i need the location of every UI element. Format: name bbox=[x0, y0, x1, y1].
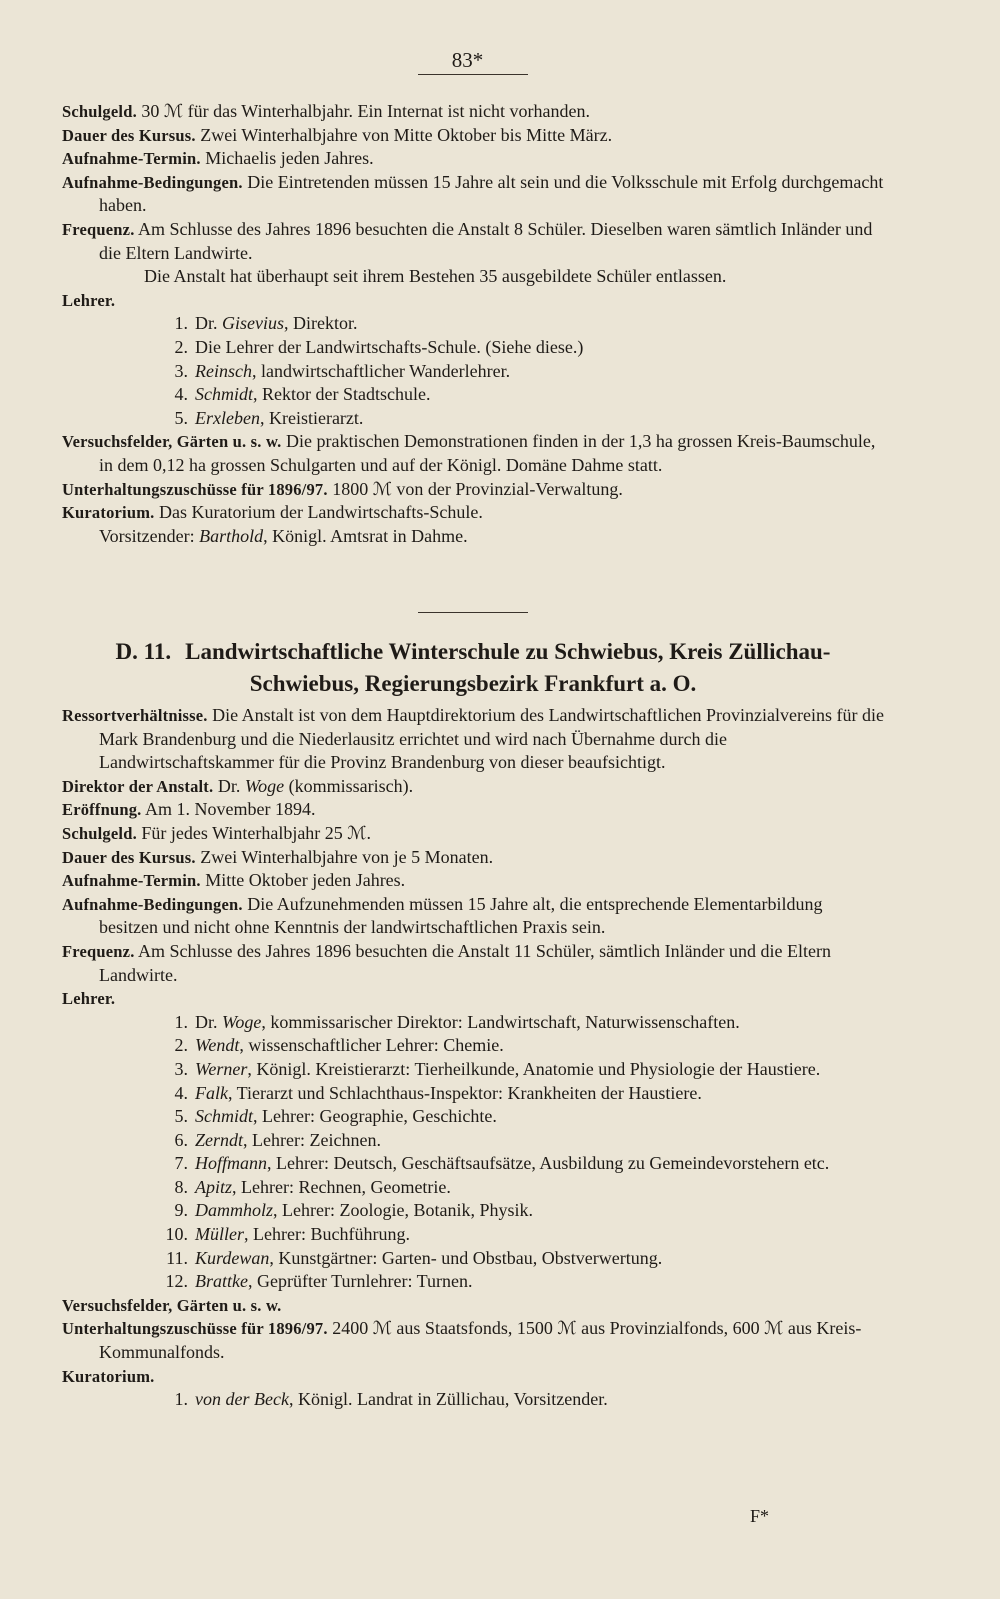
list-item bbox=[62, 1105, 884, 1129]
entry-dauer: Dauer des Kursus. Zwei Winterhalbjahre von je 5 Monaten. bbox=[62, 846, 494, 867]
list-item bbox=[62, 1034, 884, 1058]
item-text bbox=[195, 1270, 884, 1294]
item-text bbox=[195, 360, 884, 384]
entry-termin: Aufnahme-Termin. Mitte Oktober jeden Jahres. bbox=[62, 870, 406, 891]
list-item bbox=[62, 1176, 884, 1200]
item-description: , Rektor der Stadtschule. bbox=[253, 384, 431, 405]
item-description: , landwirtschaftlicher Wanderlehrer. bbox=[251, 360, 511, 381]
entry-dauer: Dauer des Kursus. Zwei Winterhalbjahre von Mitte Oktober bis Mitte März. bbox=[62, 124, 613, 145]
item-text bbox=[195, 1105, 884, 1129]
person-name: Zerndt bbox=[195, 1129, 244, 1150]
item-text bbox=[195, 1152, 884, 1176]
item-text bbox=[195, 1082, 884, 1106]
item-text bbox=[195, 1176, 884, 1200]
item-number: 1. bbox=[174, 313, 188, 334]
person-name: Kurdewan bbox=[195, 1247, 270, 1268]
lehrer-list bbox=[62, 312, 884, 430]
item-description: Die Lehrer der Landwirtschafts-Schule. (Siehe diese.) bbox=[195, 336, 584, 357]
list-item bbox=[62, 1082, 884, 1106]
entry-zuschuesse: Unterhaltungszuschüsse für 1896/97. 1800 ℳ von der Provinzial-Verwaltung. bbox=[62, 478, 623, 499]
item-number: 2. bbox=[174, 336, 188, 357]
item-prefix: Dr. bbox=[195, 313, 222, 334]
item-text bbox=[195, 1223, 884, 1247]
item-number: 11. bbox=[166, 1247, 188, 1268]
lehrer-heading: Lehrer. bbox=[62, 989, 116, 1009]
lehrer-heading: Lehrer. bbox=[62, 290, 116, 310]
item-description: , Lehrer: Zoologie, Botanik, Physik. bbox=[273, 1200, 533, 1221]
kuratorium-list bbox=[62, 1388, 884, 1412]
item-description: , wissenschaftlicher Lehrer: Chemie. bbox=[239, 1035, 504, 1056]
section-d11 bbox=[62, 636, 884, 1412]
item-description: , Lehrer: Geographie, Geschichte. bbox=[253, 1106, 497, 1127]
list-item bbox=[62, 1152, 884, 1176]
person-name: Hoffmann bbox=[195, 1153, 267, 1174]
list-item bbox=[62, 1270, 884, 1294]
entry-schulgeld: Schulgeld. 30 ℳ für das Winterhalbjahr. Ein Internat ist nicht vorhanden. bbox=[62, 101, 590, 121]
list-item bbox=[62, 360, 884, 384]
list-item bbox=[62, 407, 884, 431]
item-text bbox=[195, 336, 884, 360]
item-text bbox=[195, 1199, 884, 1223]
entry-kuratorium: Kuratorium. Das Kuratorium der Landwirtschafts-Schule. bbox=[62, 502, 483, 523]
entry-zuschuesse: Unterhaltungszuschüsse für 1896/97. 2400 ℳ aus Staatsfonds, 1500 ℳ aus Provinzialfonds, 600 ℳ aus Kreis-Kommunalfonds. bbox=[62, 1318, 862, 1363]
item-text bbox=[195, 1247, 884, 1271]
item-number: 4. bbox=[174, 384, 188, 405]
kuratorium-heading: Kuratorium. bbox=[62, 1366, 155, 1386]
person-name: Erxleben bbox=[195, 407, 260, 428]
item-description: , Königl. Kreistierarzt: Tierheilkunde, Anatomie und Physiologie der Haustiere. bbox=[247, 1058, 821, 1079]
item-description: , kommissarischer Direktor: Landwirtschaft, Naturwissenschaften. bbox=[261, 1011, 740, 1032]
section-title: D. 11. Landwirtschaftliche Winterschule zu Schwiebus, Kreis Züllichau- Schwiebus, Regierungsbezirk Frankfurt a. O. bbox=[115, 639, 831, 696]
item-number: 5. bbox=[174, 1106, 188, 1127]
entry-bedingungen: Aufnahme-Bedingungen. Die Aufzunehmenden müssen 15 Jahre alt, die entsprechende Elementarbildung besitzen und nicht ohne Kenntnis der landwirtschaftlichen Praxis sein. bbox=[62, 893, 823, 938]
item-number: 4. bbox=[174, 1082, 188, 1103]
person-name: Gisevius bbox=[222, 313, 284, 334]
item-number: 1. bbox=[174, 1011, 188, 1032]
entry-schulgeld: Schulgeld. Für jedes Winterhalbjahr 25 ℳ. bbox=[62, 822, 372, 843]
list-item bbox=[62, 1058, 884, 1082]
list-item bbox=[62, 1011, 884, 1035]
item-number: 8. bbox=[174, 1176, 188, 1197]
item-description: , Geprüfter Turnlehrer: Turnen. bbox=[247, 1271, 473, 1292]
list-item bbox=[62, 336, 884, 360]
item-number: 6. bbox=[174, 1129, 188, 1150]
entry-vorsitzender: Vorsitzender: Barthold, Königl. Amtsrat in Dahme. bbox=[99, 525, 468, 546]
entry-eroeffnung: Eröffnung. Am 1. November 1894. bbox=[62, 799, 316, 820]
list-item bbox=[62, 383, 884, 407]
lehrer-list bbox=[62, 1011, 884, 1294]
item-number: 3. bbox=[174, 360, 188, 381]
section-continuation bbox=[62, 100, 884, 548]
item-text bbox=[195, 1388, 884, 1412]
person-name: Falk bbox=[195, 1082, 228, 1103]
entry-frequenz: Frequenz. Am Schlusse des Jahres 1896 besuchten die Anstalt 11 Schüler, sämtlich Inländer und die Eltern Landwirte. bbox=[62, 940, 832, 985]
entry-direktor: Direktor der Anstalt. Dr. Woge (kommissarisch). bbox=[62, 775, 414, 796]
item-text bbox=[195, 407, 884, 431]
item-text bbox=[195, 1011, 884, 1035]
item-description: , Lehrer: Rechnen, Geometrie. bbox=[232, 1176, 451, 1197]
header-rule bbox=[418, 74, 528, 75]
person-name: Brattke bbox=[195, 1271, 248, 1292]
person-name: Schmidt bbox=[195, 384, 253, 405]
item-number: 7. bbox=[174, 1153, 188, 1174]
list-item bbox=[62, 1129, 884, 1153]
entry-versuchsfelder: Versuchsfelder, Gärten u. s. w. Die praktischen Demonstrationen finden in der 1,3 ha grossen Kreis-Baumschule, in dem 0,12 ha grossen Schulgarten und auf der Königl. Domäne Dahme statt. bbox=[62, 431, 876, 475]
item-number: 2. bbox=[174, 1035, 188, 1056]
item-description: , Königl. Landrat in Züllichau, Vorsitzender. bbox=[288, 1389, 608, 1410]
item-description: , Lehrer: Zeichnen. bbox=[243, 1129, 381, 1150]
item-number: 5. bbox=[174, 407, 188, 428]
person-name: Reinsch bbox=[195, 360, 252, 381]
list-item bbox=[62, 1388, 884, 1412]
person-name: Apitz bbox=[195, 1176, 233, 1197]
item-text bbox=[195, 1129, 884, 1153]
frequenz-note: Die Anstalt hat überhaupt seit ihrem Bestehen 35 ausgebildete Schüler entlassen. bbox=[144, 266, 727, 287]
item-text bbox=[195, 383, 884, 407]
item-number: 1. bbox=[174, 1389, 188, 1410]
entry-termin: Aufnahme-Termin. Michaelis jeden Jahres. bbox=[62, 148, 374, 169]
item-description: , Lehrer: Buchführung. bbox=[244, 1224, 410, 1245]
list-item bbox=[62, 1247, 884, 1271]
item-text bbox=[195, 312, 884, 336]
item-text bbox=[195, 1034, 884, 1058]
item-number: 10. bbox=[165, 1224, 188, 1245]
person-name: Schmidt bbox=[195, 1106, 253, 1127]
person-name: Woge bbox=[222, 1011, 262, 1032]
list-item bbox=[62, 1223, 884, 1247]
person-name: Wendt bbox=[195, 1035, 240, 1056]
item-description: , Direktor. bbox=[284, 313, 358, 334]
item-number: 9. bbox=[174, 1200, 188, 1221]
person-name: Müller bbox=[195, 1224, 244, 1245]
person-name: von der Beck bbox=[195, 1389, 289, 1410]
person-name: Werner bbox=[195, 1058, 248, 1079]
person-name: Dammholz bbox=[195, 1200, 274, 1221]
list-item bbox=[62, 1199, 884, 1223]
item-description: , Tierarzt und Schlachthaus-Inspektor: Krankheiten der Haustiere. bbox=[228, 1082, 702, 1103]
item-description: , Lehrer: Deutsch, Geschäftsaufsätze, Ausbildung zu Gemeindevorstehern etc. bbox=[267, 1153, 830, 1174]
item-text bbox=[195, 1058, 884, 1082]
list-item bbox=[62, 312, 884, 336]
item-description: , Kunstgärtner: Garten- und Obstbau, Obstverwertung. bbox=[269, 1247, 663, 1268]
entry-ressort: Ressortverhältnisse. Die Anstalt ist von dem Hauptdirektorium des Landwirtschaftlichen Provinzialvereins für die Mark Brandenburg und die Niederlausitz errichtet und wird nach Übernahme durch die Landwirtschaftskammer für die Provinz Brandenburg von dieser beaufsichtigt. bbox=[62, 705, 884, 773]
entry-frequenz: Frequenz. Am Schlusse des Jahres 1896 besuchten die Anstalt 8 Schüler. Dieselben waren sämtlich Inländer und die Eltern Landwirte. bbox=[62, 218, 873, 263]
section-divider bbox=[418, 612, 528, 613]
entry-bedingungen: Aufnahme-Bedingungen. Die Eintretenden müssen 15 Jahre alt sein und die Volksschule mit Erfolg durchgemacht haben. bbox=[62, 171, 884, 216]
item-description: , Kreistierarzt. bbox=[259, 407, 364, 428]
entry-versuchsfelder: Versuchsfelder, Gärten u. s. w. bbox=[62, 1295, 282, 1315]
page-number: 83* bbox=[451, 48, 484, 72]
signature-mark: F* bbox=[750, 1506, 770, 1526]
item-number: 12. bbox=[165, 1271, 188, 1292]
item-number: 3. bbox=[174, 1058, 188, 1079]
item-prefix: Dr. bbox=[195, 1011, 222, 1032]
